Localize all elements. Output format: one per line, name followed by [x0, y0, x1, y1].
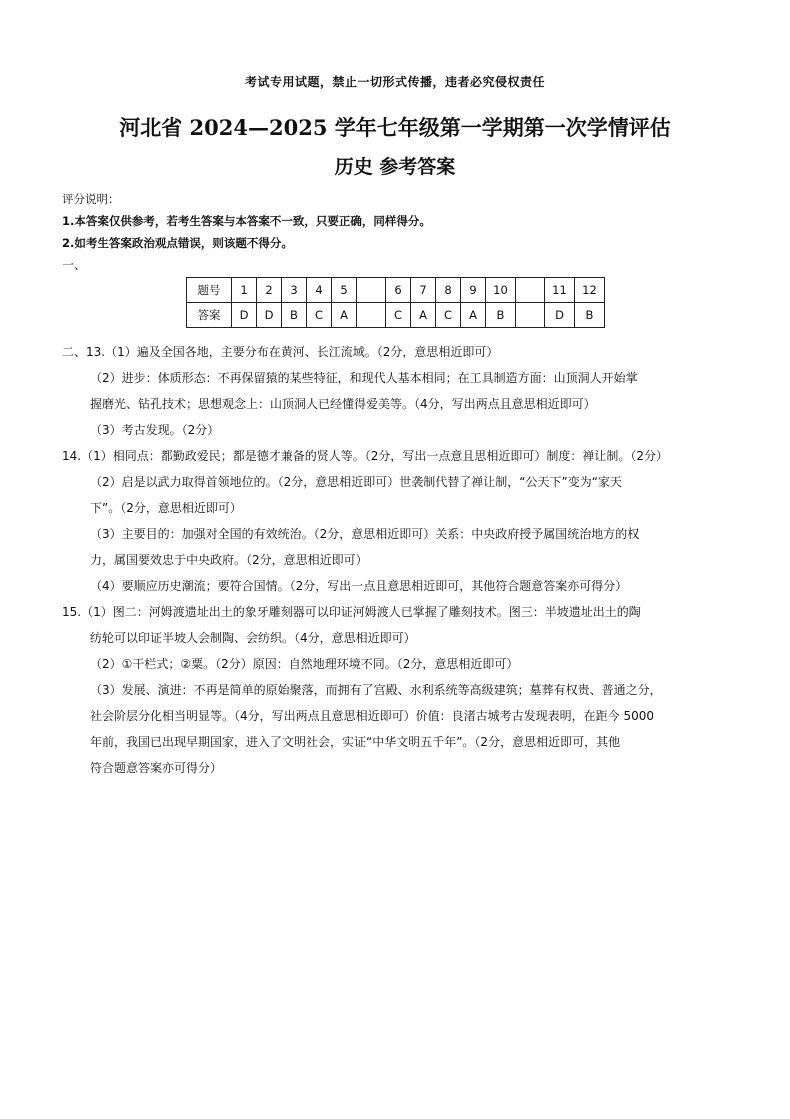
- answer-line: （3）主要目的：加强对全国的有效统治。（2分，意思相近即可）关系：中央政府授予属国统治地方的权: [90, 527, 640, 541]
- table-gap-cell: [357, 278, 386, 303]
- answer-line: （2）进步：体质形态：不再保留猿的某些特征，和现代人基本相同；在工具制造方面：山顶洞人开始掌: [90, 371, 638, 385]
- answer-cell: B: [282, 303, 307, 328]
- answer-row: [187, 303, 605, 328]
- page-subtitle: 历史 参考答案: [334, 156, 456, 178]
- answer-line: 符合题意答案亦可得分）: [90, 761, 223, 775]
- scoring-note: 2.如考生答案政治观点错误，则该题不得分。: [62, 236, 293, 250]
- question-number-cell: 10: [486, 278, 516, 303]
- question-number-cell: 4: [307, 278, 332, 303]
- answer-cell: B: [575, 303, 605, 328]
- table-gap-cell: [516, 303, 545, 328]
- scoring-note: 1.本答案仅供参考，若考生答案与本答案不一致，只要正确，同样得分。: [62, 214, 431, 228]
- question-number-cell: 11: [545, 278, 575, 303]
- scoring-notes-heading: 评分说明：: [62, 192, 120, 206]
- answer-line: 年前，我国已出现早期国家，进入了文明社会，实证“中华文明五千年”。（2分，意思相近即可，其他: [90, 735, 621, 749]
- answer-line: （2）①干栏式；②粟。（2分）原因：自然地理环境不同。（2分，意思相近即可）: [90, 657, 519, 671]
- question-number-cell: 5: [332, 278, 357, 303]
- answer-cell: A: [332, 303, 357, 328]
- page-title: 河北省 2024—2025 学年七年级第一学期第一次学情评估: [119, 115, 671, 140]
- answer-line: 力，属国要效忠于中央政府。（2分，意思相近即可）: [90, 553, 368, 567]
- copyright-notice: 考试专用试题，禁止一切形式传播，违者必究侵权责任: [244, 75, 545, 89]
- answer-cell: D: [232, 303, 257, 328]
- answer-line: （4）要顺应历史潮流；要符合国情。（2分，写出一点且意思相近即可，其他符合题意答案亦可得分）: [90, 579, 628, 593]
- answer-line: 14.（1）相同点：都勤政爱民；都是德才兼备的贤人等。（2分，写出一点意且思相近即可）制度：禅让制。（2分）: [62, 449, 668, 463]
- answer-cell: B: [486, 303, 516, 328]
- answer-line: 15.（1）图二：河姆渡遗址出土的象牙雕刻器可以印证河姆渡人已掌握了雕刻技术。图三：半坡遗址出土的陶: [62, 605, 641, 619]
- question-number-cell: 6: [386, 278, 411, 303]
- answer-line: （2）启是以武力取得首领地位的。（2分，意思相近即可）世袭制代替了禅让制，“公天下”变为“家天: [90, 475, 622, 489]
- question-number-cell: 7: [411, 278, 436, 303]
- question-number-row: [187, 278, 605, 303]
- answer-cell: C: [307, 303, 332, 328]
- answer-line: （3）发展、演进：不再是简单的原始聚落，而拥有了宫殿、水利系统等高级建筑；墓葬有权贵、普通之分，: [90, 683, 662, 697]
- answer-table: [186, 277, 605, 328]
- question-number-cell: 1: [232, 278, 257, 303]
- table-gap-cell: [516, 278, 545, 303]
- answer-line: 下”。（2分，意思相近即可）: [90, 501, 242, 515]
- answer-line: （3）考古发现。（2分）: [90, 423, 220, 437]
- question-number-cell: 3: [282, 278, 307, 303]
- section-one-label: 一、: [62, 258, 87, 272]
- table-gap-cell: [357, 303, 386, 328]
- answer-body: [62, 339, 742, 781]
- answer-cell: D: [257, 303, 282, 328]
- question-number-cell: 9: [461, 278, 486, 303]
- answer-line: 握磨光、钻孔技术；思想观念上：山顶洞人已经懂得爱美等。（4分，写出两点且意思相近即可）: [90, 397, 596, 411]
- question-number-cell: 8: [436, 278, 461, 303]
- answer-cell: A: [461, 303, 486, 328]
- answer-line: 纺轮可以印证半坡人会制陶、会纺织。（4分，意思相近即可）: [90, 631, 416, 645]
- question-number-cell: 12: [575, 278, 605, 303]
- question-number-cell: 2: [257, 278, 282, 303]
- answer-line: 二、13.（1）遍及全国各地，主要分布在黄河、长江流域。（2分，意思相近即可）: [62, 345, 499, 359]
- answer-cell: A: [411, 303, 436, 328]
- row-label: 题号: [187, 278, 232, 303]
- answer-cell: D: [545, 303, 575, 328]
- answer-cell: C: [436, 303, 461, 328]
- answer-cell: C: [386, 303, 411, 328]
- row-label: 答案: [187, 303, 232, 328]
- scoring-notes: [62, 188, 742, 254]
- answer-line: 社会阶层分化相当明显等。（4分，写出两点且意思相近即可）价值：良渚古城考古发现表明，在距今 5000: [90, 709, 654, 723]
